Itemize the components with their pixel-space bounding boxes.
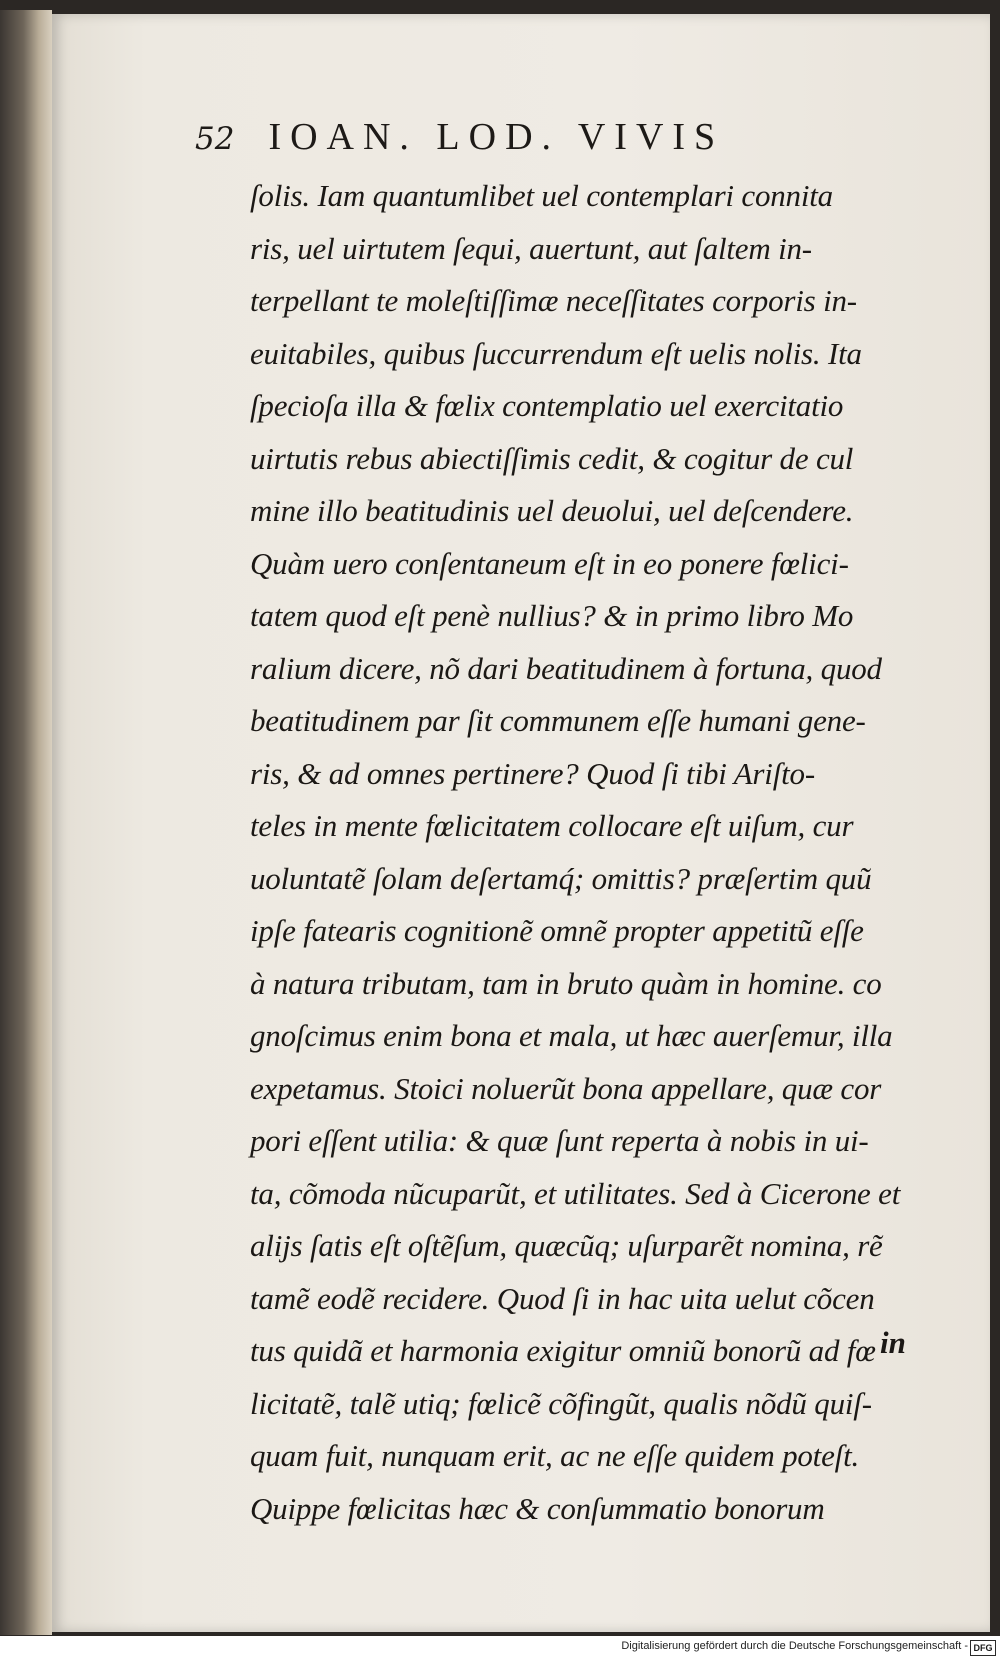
text-line: ſpecioſa illa & fœlix contemplatio uel exercitatio — [250, 388, 844, 423]
text-line: ris, uel uirtutem ſequi, auertunt, aut ſaltem in- — [250, 230, 812, 266]
text-line: quam fuit, nunquam erit, ac ne eſſe quidem poteſt. — [250, 1438, 860, 1473]
body-text — [250, 170, 940, 1526]
running-head-title: IOAN. LOD. VIVIS — [268, 116, 725, 158]
text-line: expetamus. Stoici noluerũt bona appellare, quæ cor — [250, 1070, 882, 1106]
text-line: uirtutis rebus abiectiſſimis cedit, & cogitur de cul — [250, 440, 854, 476]
text-line: tamẽ eodẽ recidere. Quod ſi in hac uita uelut cõcen — [250, 1280, 875, 1316]
book-spine-edge — [0, 10, 52, 1635]
text-line: à natura tributam, tam in bruto quàm in homine. co — [250, 965, 882, 1001]
text-line: euitabiles, quibus ſuccurrendum eſt uelis nolis. Ita — [250, 335, 862, 371]
page-number: 52 — [195, 121, 235, 157]
text-line: tatem quod eſt penè nullius? & in primo libro Mo — [250, 598, 854, 633]
footer-credit: Digitalisierung gefördert durch die Deutsche Forschungsgemeinschaft - — [621, 1640, 968, 1652]
dfg-logo-icon: DFG — [970, 1640, 996, 1656]
text-line: gnoſcimus enim bona et mala, ut hæc auerſemur, illa — [250, 1018, 893, 1053]
text-line: licitatẽ, talẽ utiq; fœlicẽ cõfingũt, qualis nõdũ quiſ- — [250, 1385, 872, 1421]
text-line: terpellant te moleſtiſſimæ neceſſitates corporis in- — [250, 283, 857, 318]
text-line: ipſe fatearis cognitionẽ omnẽ propter appetitũ eſſe — [250, 913, 864, 948]
catchword: in — [880, 1325, 906, 1360]
text-line: ſolis. Iam quantumlibet uel contemplari connita — [250, 178, 833, 213]
text-line: Quàm uero conſentaneum eſt in eo ponere fœlici- — [250, 545, 849, 581]
text-line: teles in mente fœlicitatem collocare eſt uiſum, cur — [250, 808, 854, 843]
text-line: Quippe fœlicitas hæc & conſummatio bonorum — [250, 1490, 825, 1526]
text-line: ta, cõmoda nũcuparũt, et utilitates. Sed à Cicerone et — [250, 1175, 901, 1211]
text-line: ris, & ad omnes pertinere? Quod ſi tibi Ariſto- — [250, 755, 815, 791]
text-line: ralium dicere, nõ dari beatitudinem à fortuna, quod — [250, 650, 882, 686]
text-line: beatitudinem par ſit communem eſſe humani gene- — [250, 703, 866, 738]
text-line: pori eſſent utilia: & quæ ſunt reperta à nobis in ui- — [250, 1123, 869, 1158]
text-line: mine illo beatitudinis uel deuolui, uel deſcendere. — [250, 493, 854, 528]
digitization-footer — [0, 1636, 1000, 1661]
text-line: tus quidã et harmonia exigitur omniũ bonorũ ad fœ — [250, 1333, 876, 1368]
running-head — [195, 115, 915, 161]
text-line: alijs ſatis eſt oſtẽſum, quæcũq; uſurparẽt nomina, rẽ — [250, 1228, 883, 1263]
text-line: uoluntatẽ ſolam deſertamq́; omittis? præſertim quũ — [250, 860, 872, 896]
